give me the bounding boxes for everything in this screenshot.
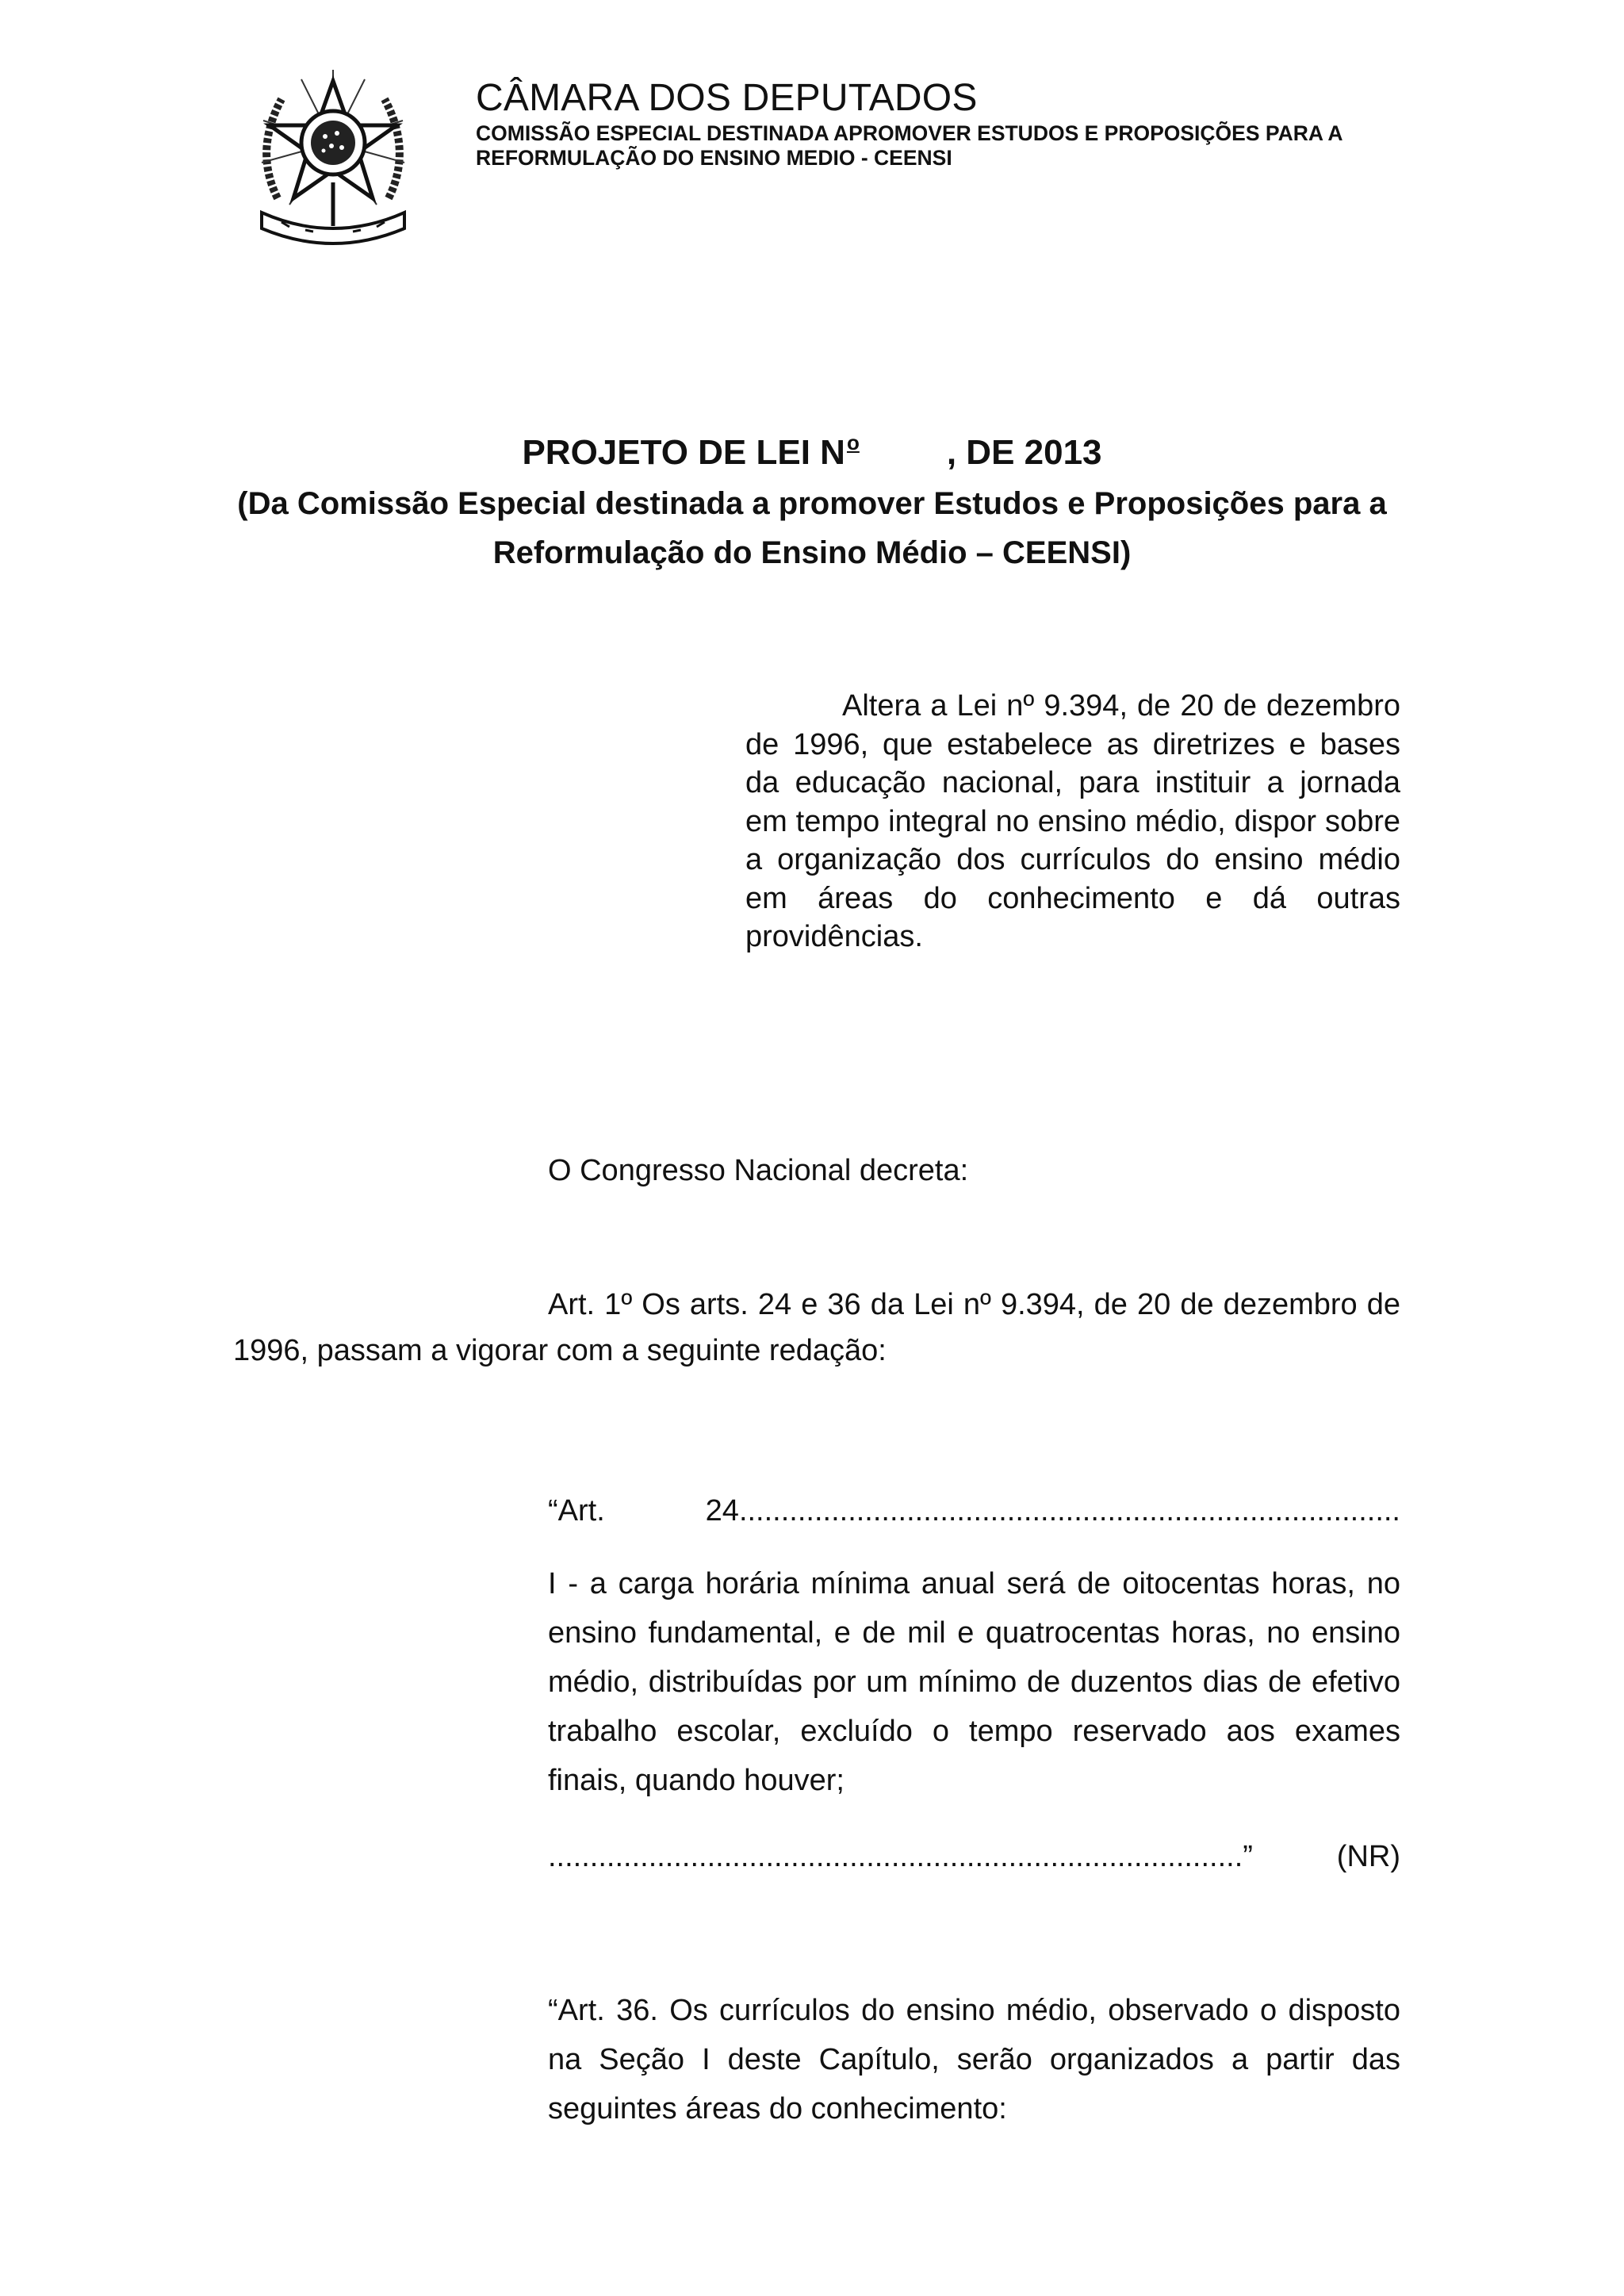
bill-title-prefix: PROJETO DE LEI N [522,433,845,472]
article-1: Art. 1º Os arts. 24 e 36 da Lei nº 9.394, de 20 de dezembro de 1996, passam a vigorar com a seguinte redação: [233,1288,1400,1367]
bill-origin: (Da Comissão Especial destinada a promover Estudos e Proposições para a Reformulação do Ensino Médio – CEENSI) [237,486,1387,570]
bill-summary: Altera a Lei nº 9.394, de 20 de dezembro de 1996, que estabelece as diretrizes e bases da educação nacional, para instituir a jornada em tempo integral no ensino médio, dispor sobre a organização dos currículos do ensino médio em áreas do conhecimento e dá outras providências. [745,689,1400,953]
bill-title-ordinal: o [846,431,860,454]
bill-title [0,420,1624,475]
bill-title-suffix: , DE 2013 [946,433,1102,472]
article-36: “Art. 36. Os currículos do ensino médio, observado o disposto na Seção I deste Capítulo, serão organizados a partir das seguintes áreas do conhecimento: [548,1994,1400,2125]
coat-of-arms-icon [246,63,420,246]
org-name: CÂMARA DOS DEPUTADOS [476,77,978,119]
enacting-clause: O Congresso Nacional decreta: [548,1154,969,1187]
committee-name: COMISSÃO ESPECIAL DESTINADA APROMOVER ESTUDOS E PROPOSIÇÕES PARA A REFORMULAÇÃO DO ENSINO MEDIO - CEENSI [476,121,1342,170]
article-24-item-1: I - a carga horária mínima anual será de oitocentas horas, no ensino fundamental, e de mil e quatrocentas horas, no ensino médio, distribuídas por um mínimo de duzentos dias de efetivo trabalho escolar, excluído o tempo reservado aos exames finais, quando houver; [548,1567,1400,1797]
article-24-heading: “Art. 24............................................................................... [548,1494,1400,1527]
article-24-ellipsis: ...................................................................................” (NR) [548,1840,1400,1873]
